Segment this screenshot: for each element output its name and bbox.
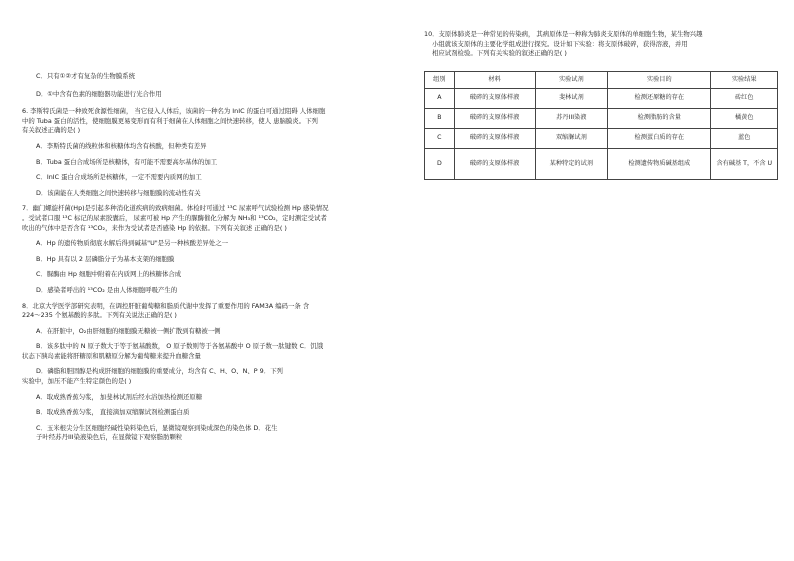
cell-result: 蓝色 (711, 128, 778, 148)
q8-option-d: D．磷脂和胆固醇是构成肝细胞的细胞膜的重要成分，均含有 C、H、O、N、P 9．下列 (36, 367, 283, 376)
table-row (425, 88, 778, 108)
q8-stem-line1: 8．北京大学医学部研究表明，在调控肝脏葡萄糖和脂质代谢中发挥了重要作用的 FAM3A 编码一条 含 (22, 301, 310, 310)
header-group: 组别 (425, 71, 455, 88)
cell-reagent: 双缩脲试剂 (535, 128, 608, 148)
q7-option-b: B．Hp 具有以 2 层磷脂分子为基本支架的细胞膜 (36, 254, 175, 263)
cell-purpose: 检测脂肪的含量 (608, 108, 711, 128)
table-row (425, 108, 778, 128)
q6-option-a: A．李斯特氏菌的线粒体和核糖体均含有核酸，但种类有差异 (36, 141, 207, 150)
cell-result: 砖红色 (711, 88, 778, 108)
q7-option-c: C．脲酶由 Hp 细胞中附着在内质网上的核糖体合成 (36, 270, 182, 279)
cell-reagent: 斐林试剂 (535, 88, 608, 108)
cell-purpose: 检测还原糖的存在 (608, 88, 711, 108)
q6-option-c: C．InIC 蛋白合成场所是核糖体，一定不需要内质网的加工 (36, 173, 202, 182)
q6-option-d: D．该菌能在人类细胞之间快速转移与细胞膜的流动性有关 (36, 188, 201, 197)
q8-stem-line2: 224～235 个氨基酸的多肽。下列有关说法正确的是( ) (22, 311, 177, 320)
q9-option-d-cont: 子叶经苏丹III染液染色后，在显微镜下观察脂肪颗粒 (36, 433, 183, 442)
header-result: 实验结果 (711, 71, 778, 88)
cell-purpose: 检测蛋白质的存在 (608, 128, 711, 148)
cell-reagent: 苏丹III染液 (535, 108, 608, 128)
q8-option-c-cont: 状态下胰岛素能将肝糖原和肌糖原分解为葡萄糖来提升血糖含量 (22, 351, 201, 360)
header-purpose: 实验目的 (608, 71, 711, 88)
cell-result: 橘黄色 (711, 108, 778, 128)
header-reagent: 实验试剂 (535, 71, 608, 88)
q7-stem-line3: 吹出的气体中是否含有 ¹³CO₂，来作为受试者是否感染 Hp 的依据。下列有关叙述 正确的是( ) (22, 223, 287, 232)
cell-material: 破碎的支原体样液 (454, 88, 535, 108)
q8-option-b: B．该多肽中的 N 原子数大于等于氨基酸数， O 原子数则等于各氨基酸中 O 原子数一肽键数 C．饥饿 (36, 342, 324, 351)
q7-stem-line2: 。受试者口服 ¹³C 标记的尿素胶囊后， 尿素可被 Hp 产生的脲酶催化分解为 NH₃和 ¹³CO₂，定时测定受试者 (22, 213, 327, 222)
table-header-row (425, 71, 778, 88)
cell-material: 破碎的支原体样液 (454, 128, 535, 148)
cell-purpose: 检测遗传物质碱基组成 (608, 148, 711, 179)
cell-group: C (425, 128, 455, 148)
q6-stem-line2: 中的 Tuba 蛋白的活性，使细胞膜更易变形而有利于细菌在人体细胞之间快速转移，使人 患脑膜炎。下列 (22, 116, 318, 125)
q5-option-d: D．①中含有色素的细胞器功能进行光合作用 (36, 89, 162, 98)
cell-group: D (425, 148, 455, 179)
left-column (22, 72, 394, 443)
q10-stem-line1: 10．支原体肺炎是一种常见的传染病， 其病原体是一种称为肺炎支原体的单细胞生物，某生物兴趣 (424, 30, 703, 38)
q9-option-c: C．玉米根尖分生区细胞经碱性染料染色后，显微镜观察到染成深色的染色体 D．花生 (36, 423, 278, 432)
cell-group: B (425, 108, 455, 128)
cell-material: 破碎的支原体样液 (454, 148, 535, 179)
q6-option-b: B．Tuba 蛋白合成场所是核糖体，有可能不需要高尔基体的加工 (36, 157, 218, 166)
cell-result: 含有碱基 T，不含 U (711, 148, 778, 179)
q9-stem: 实验中，加压不能产生特定颜色的是( ) (22, 377, 132, 386)
q9-option-a: A．取成熟香蕉匀浆， 加斐林试剂后经水浴加热检测还原糖 (36, 392, 203, 401)
q7-stem-line1: 7．幽门螺旋杆菌(Hp)是引起多种消化道疾病的致病细菌。体检时可通过 ¹³C 尿素呼气试验检测 Hp 感染情况 (22, 204, 329, 213)
cell-group: A (425, 88, 455, 108)
right-column (424, 30, 780, 180)
q9-option-b: B．取成熟香蕉匀浆， 直接滴加双缩脲试剂检测蛋白质 (36, 408, 190, 417)
experiment-table (424, 71, 778, 180)
q6-stem-line1: 6. 李斯特氏菌是一种致死食源性细菌， 当它侵入人体后，该菌的一种名为 InIC 的蛋白可通过阻碍 人体细胞 (22, 107, 326, 116)
q7-option-a: A．Hp 的遗传物质彻底水解后得到碱基"U"是另一种核酸差异处之一 (36, 239, 228, 248)
q8-option-a: A．在肝脏中，O₂由肝细胞的细胞膜无糖被一侧扩散到有糖被一侧 (36, 326, 221, 335)
q5-option-c: C．只有①②才有复杂的生物膜系统 (36, 72, 135, 80)
cell-material: 破碎的支原体样液 (454, 108, 535, 128)
q7-option-d: D．感染者呼出的 ¹³CO₂ 是由人体细胞呼吸产生的 (36, 285, 178, 294)
table-row (425, 128, 778, 148)
table-row (425, 148, 778, 179)
q10-stem-line2: 小组就该支原体的主要化学组成进行探究。设计如下实验：将支原体破碎，获得溶液，并用 (432, 39, 688, 48)
header-material: 材料 (454, 71, 535, 88)
q10-stem-line3: 相应试剂检验。下列有关实验的叙述正确的是( ) (432, 49, 567, 58)
cell-reagent: 某种特定的试剂 (535, 148, 608, 179)
q6-stem-line3: 有关叙述正确的是( ) (22, 126, 81, 135)
